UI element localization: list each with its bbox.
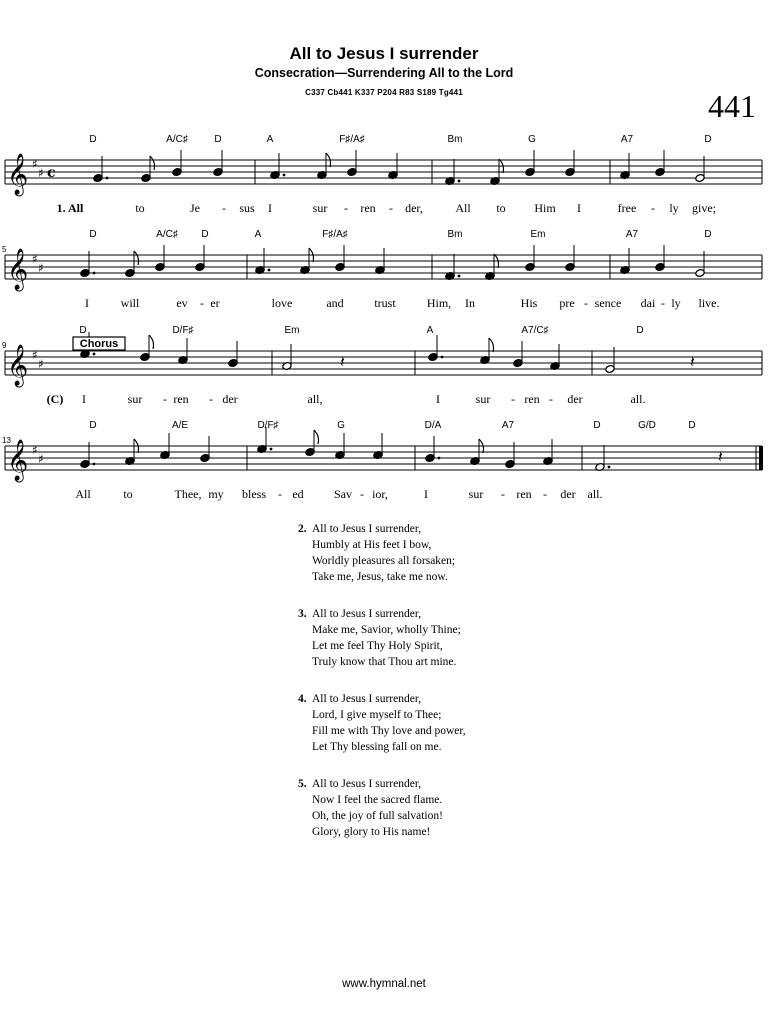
chord-symbol: D bbox=[201, 229, 209, 240]
lyric-syllable: - bbox=[163, 392, 167, 406]
lyric-syllable: I bbox=[82, 392, 86, 406]
verse-line bbox=[298, 723, 466, 739]
chord-symbol: D/F♯ bbox=[172, 325, 194, 336]
lyric-syllable: - bbox=[651, 201, 655, 215]
lyric-syllable: to bbox=[135, 201, 145, 215]
chord-symbol: G bbox=[528, 134, 536, 145]
note-flag bbox=[489, 338, 494, 352]
verse-5 bbox=[298, 776, 466, 840]
verse-line bbox=[298, 707, 466, 723]
chord-symbol: D bbox=[79, 325, 87, 336]
lyric-syllable: ev bbox=[176, 296, 188, 310]
lyric-syllable: - bbox=[389, 201, 393, 215]
lyric-syllable: 1. All bbox=[56, 201, 84, 215]
lyric-syllable: and bbox=[326, 296, 344, 310]
verse-text: Truly know that Thou art mine. bbox=[312, 656, 457, 668]
lyric-syllable: I bbox=[85, 296, 89, 310]
lyric-syllable: I bbox=[268, 201, 272, 215]
verse-line bbox=[298, 537, 466, 553]
lyric-syllable: sur bbox=[127, 392, 143, 406]
sharp-icon: ♯ bbox=[32, 348, 38, 362]
sharp-icon: ♯ bbox=[32, 157, 38, 171]
lyric-syllable: sus bbox=[239, 201, 255, 215]
note-flag bbox=[134, 251, 139, 265]
final-bar-thick bbox=[759, 446, 763, 470]
lyric-syllable: pre bbox=[559, 296, 575, 310]
hymnal-references: C337 Cb441 K337 P204 R83 S189 Tg441 bbox=[305, 88, 463, 97]
verse-line bbox=[298, 739, 466, 755]
chord-symbol: D bbox=[688, 420, 696, 431]
quarter-rest: 𝄽 bbox=[690, 352, 695, 371]
verse-2 bbox=[298, 521, 466, 585]
chord-symbol: Em bbox=[284, 325, 300, 336]
verse-text: Lord, I give myself to Thee; bbox=[312, 709, 442, 721]
score-system bbox=[2, 420, 763, 501]
music-score bbox=[0, 134, 768, 510]
measure-number: 13 bbox=[2, 436, 11, 445]
lyric-syllable: sur bbox=[468, 487, 484, 501]
chord-symbol: D/F♯ bbox=[257, 420, 279, 431]
lyric-syllable: All bbox=[75, 487, 91, 501]
lyric-syllable: bless bbox=[242, 487, 266, 501]
hymn-subtitle: Consecration—Surrendering All to the Lord bbox=[254, 66, 514, 80]
note-dot bbox=[268, 269, 271, 272]
chord-symbol: A bbox=[266, 134, 274, 145]
chord-symbol: A bbox=[254, 229, 262, 240]
lyric-syllable: - bbox=[549, 392, 553, 406]
chord-symbol: A7 bbox=[501, 420, 515, 431]
lyric-syllable: ly bbox=[671, 296, 681, 310]
lyric-syllable: Sav bbox=[334, 487, 352, 501]
lyric-syllable: - bbox=[501, 487, 505, 501]
note-dot bbox=[458, 180, 461, 183]
chord-symbol: D bbox=[89, 134, 97, 145]
chord-symbol: D bbox=[593, 420, 601, 431]
verse-text: Make me, Savior, wholly Thine; bbox=[312, 624, 461, 636]
measure-number: 5 bbox=[2, 245, 7, 254]
lyric-syllable: - bbox=[222, 201, 226, 215]
lyric-syllable: In bbox=[465, 296, 475, 310]
sharp-icon: ♯ bbox=[32, 252, 38, 266]
lyric-syllable: der bbox=[567, 392, 583, 406]
verse-text: All to Jesus I surrender, bbox=[312, 778, 422, 790]
lyric-syllable: will bbox=[120, 296, 140, 310]
chord-symbol: Bm bbox=[447, 229, 463, 240]
sharp-icon: ♯ bbox=[38, 452, 44, 466]
chord-symbol: A bbox=[426, 325, 434, 336]
chord-symbol: A7 bbox=[620, 134, 634, 145]
note-dot bbox=[93, 272, 96, 275]
lyric-syllable: His bbox=[520, 296, 538, 310]
lyric-syllable: Thee, bbox=[174, 487, 202, 501]
verse-line bbox=[298, 638, 466, 654]
lyric-syllable: - bbox=[344, 201, 348, 215]
verse-number: 4. bbox=[298, 693, 307, 705]
verse-4 bbox=[298, 691, 466, 755]
chord-symbol: D bbox=[704, 134, 712, 145]
chord-symbol: G bbox=[337, 420, 345, 431]
lyric-syllable: Him, bbox=[426, 296, 452, 310]
lyric-syllable: ior, bbox=[372, 487, 388, 501]
chord-symbol: D/A bbox=[424, 420, 442, 431]
sharp-icon: ♯ bbox=[32, 443, 38, 457]
treble-clef-icon: 𝄞 bbox=[7, 440, 29, 481]
lyric-syllable: der bbox=[560, 487, 576, 501]
lyric-syllable: All bbox=[455, 201, 471, 215]
lyric-syllable: - bbox=[543, 487, 547, 501]
lyric-syllable: free bbox=[617, 201, 637, 215]
lyric-syllable: sur bbox=[312, 201, 328, 215]
note-dot bbox=[458, 275, 461, 278]
lyric-syllable: all, bbox=[307, 392, 323, 406]
chord-symbol: D bbox=[89, 229, 97, 240]
hymn-number: 441 bbox=[708, 88, 756, 124]
note-dot bbox=[608, 466, 611, 469]
verse-text: Let me feel Thy Holy Spirit, bbox=[312, 640, 443, 652]
quarter-rest: 𝄽 bbox=[718, 447, 723, 466]
lyric-syllable: ly bbox=[669, 201, 679, 215]
note-dot bbox=[283, 174, 286, 177]
verse-line bbox=[298, 553, 466, 569]
verse-line bbox=[298, 622, 466, 638]
sharp-icon: ♯ bbox=[38, 261, 44, 275]
verse-line bbox=[298, 824, 466, 840]
footer-url[interactable]: www.hymnal.net bbox=[342, 978, 426, 990]
lyric-syllable: er bbox=[210, 296, 220, 310]
chord-symbol: A/E bbox=[171, 420, 189, 431]
lyric-syllable: (C) bbox=[46, 392, 64, 406]
verse-text: Glory, glory to His name! bbox=[312, 826, 431, 838]
verse-text: Humbly at His feet I bow, bbox=[312, 539, 432, 551]
score-system bbox=[2, 229, 762, 310]
lyric-syllable: - bbox=[584, 296, 588, 310]
lyric-syllable: der, bbox=[405, 201, 423, 215]
chord-symbol: Em bbox=[530, 229, 546, 240]
verse-number: 2. bbox=[298, 523, 307, 535]
lyric-syllable: ed bbox=[292, 487, 304, 501]
verse-text: Worldly pleasures all forsaken; bbox=[312, 555, 456, 567]
lyric-syllable: - bbox=[661, 296, 665, 310]
lyric-syllable: sur bbox=[475, 392, 491, 406]
lyric-syllable: ren bbox=[360, 201, 376, 215]
lyric-syllable: all. bbox=[587, 487, 603, 501]
verses-block bbox=[298, 521, 466, 861]
chord-symbol: D bbox=[636, 325, 644, 336]
chord-symbol: D bbox=[704, 229, 712, 240]
score-system bbox=[5, 134, 762, 215]
lyric-syllable: to bbox=[496, 201, 506, 215]
lyric-syllable: - bbox=[511, 392, 515, 406]
lyric-syllable: - bbox=[360, 487, 364, 501]
verse-line bbox=[298, 808, 466, 824]
lyric-syllable: - bbox=[278, 487, 282, 501]
lyric-syllable: love bbox=[271, 296, 293, 310]
verse-line bbox=[298, 792, 466, 808]
lyric-syllable: Je bbox=[190, 201, 200, 215]
verse-number: 5. bbox=[298, 778, 307, 790]
chord-symbol: D bbox=[214, 134, 222, 145]
verse-text: Now I feel the sacred flame. bbox=[312, 794, 443, 806]
sharp-icon: ♯ bbox=[38, 357, 44, 371]
hymn-title: All to Jesus I surrender bbox=[289, 44, 479, 63]
verse-line bbox=[298, 521, 466, 537]
note-flag bbox=[314, 430, 319, 444]
lyric-syllable: my bbox=[208, 487, 224, 501]
note-dot bbox=[438, 457, 441, 460]
lyric-syllable: to bbox=[123, 487, 133, 501]
lyric-syllable: - bbox=[209, 392, 213, 406]
chord-symbol: F♯/A♯ bbox=[339, 134, 365, 145]
verse-text: Fill me with Thy love and power, bbox=[312, 725, 466, 737]
chorus-label: Chorus bbox=[79, 338, 119, 350]
sharp-icon: ♯ bbox=[38, 166, 44, 180]
chord-symbol: A7/C♯ bbox=[521, 325, 549, 336]
note-flag bbox=[150, 156, 155, 170]
lyric-syllable: ren bbox=[524, 392, 540, 406]
chord-symbol: A/C♯ bbox=[156, 229, 178, 240]
verse-3 bbox=[298, 606, 466, 670]
verse-text: Let Thy blessing fall on me. bbox=[312, 741, 442, 753]
verse-line bbox=[298, 654, 466, 670]
lyric-syllable: dai bbox=[640, 296, 656, 310]
lyric-syllable: ren bbox=[173, 392, 189, 406]
lyric-syllable: sence bbox=[594, 296, 622, 310]
measure-number: 9 bbox=[2, 341, 7, 350]
treble-clef-icon: 𝄞 bbox=[7, 345, 29, 386]
lyric-syllable: trust bbox=[374, 296, 396, 310]
lyric-syllable: - bbox=[200, 296, 204, 310]
lyric-syllable: I bbox=[424, 487, 428, 501]
note-dot bbox=[106, 177, 109, 180]
lyric-syllable: der bbox=[222, 392, 238, 406]
lyric-syllable: live. bbox=[698, 296, 720, 310]
chord-symbol: F♯/A♯ bbox=[322, 229, 348, 240]
note-dot bbox=[93, 463, 96, 466]
verse-line bbox=[298, 569, 466, 585]
note-dot bbox=[93, 353, 96, 356]
note-flag bbox=[149, 335, 154, 349]
chord-symbol: D bbox=[89, 420, 97, 431]
verse-line bbox=[298, 776, 466, 792]
note-dot bbox=[270, 448, 273, 451]
common-time-icon: c bbox=[47, 165, 56, 181]
chord-symbol: A/C♯ bbox=[166, 134, 188, 145]
chord-symbol: G/D bbox=[638, 420, 656, 431]
lyric-syllable: ren bbox=[516, 487, 532, 501]
verse-text: Take me, Jesus, take me now. bbox=[312, 571, 448, 583]
lyric-syllable: give; bbox=[692, 201, 716, 215]
verse-number: 3. bbox=[298, 608, 307, 620]
verse-text: All to Jesus I surrender, bbox=[312, 608, 422, 620]
verse-text: Oh, the joy of full salvation! bbox=[312, 810, 443, 822]
lyric-syllable: I bbox=[436, 392, 440, 406]
verse-text: All to Jesus I surrender, bbox=[312, 693, 422, 705]
treble-clef-icon: 𝄞 bbox=[7, 154, 29, 195]
treble-clef-icon: 𝄞 bbox=[7, 249, 29, 290]
lyric-syllable: all. bbox=[630, 392, 646, 406]
verse-line bbox=[298, 691, 466, 707]
lyric-syllable: I bbox=[577, 201, 581, 215]
verse-text: All to Jesus I surrender, bbox=[312, 523, 422, 535]
note-dot bbox=[441, 356, 444, 359]
chord-symbol: A7 bbox=[625, 229, 639, 240]
chord-symbol: Bm bbox=[447, 134, 463, 145]
lyric-syllable: Him bbox=[534, 201, 556, 215]
quarter-rest: 𝄽 bbox=[340, 352, 345, 371]
verse-line bbox=[298, 606, 466, 622]
